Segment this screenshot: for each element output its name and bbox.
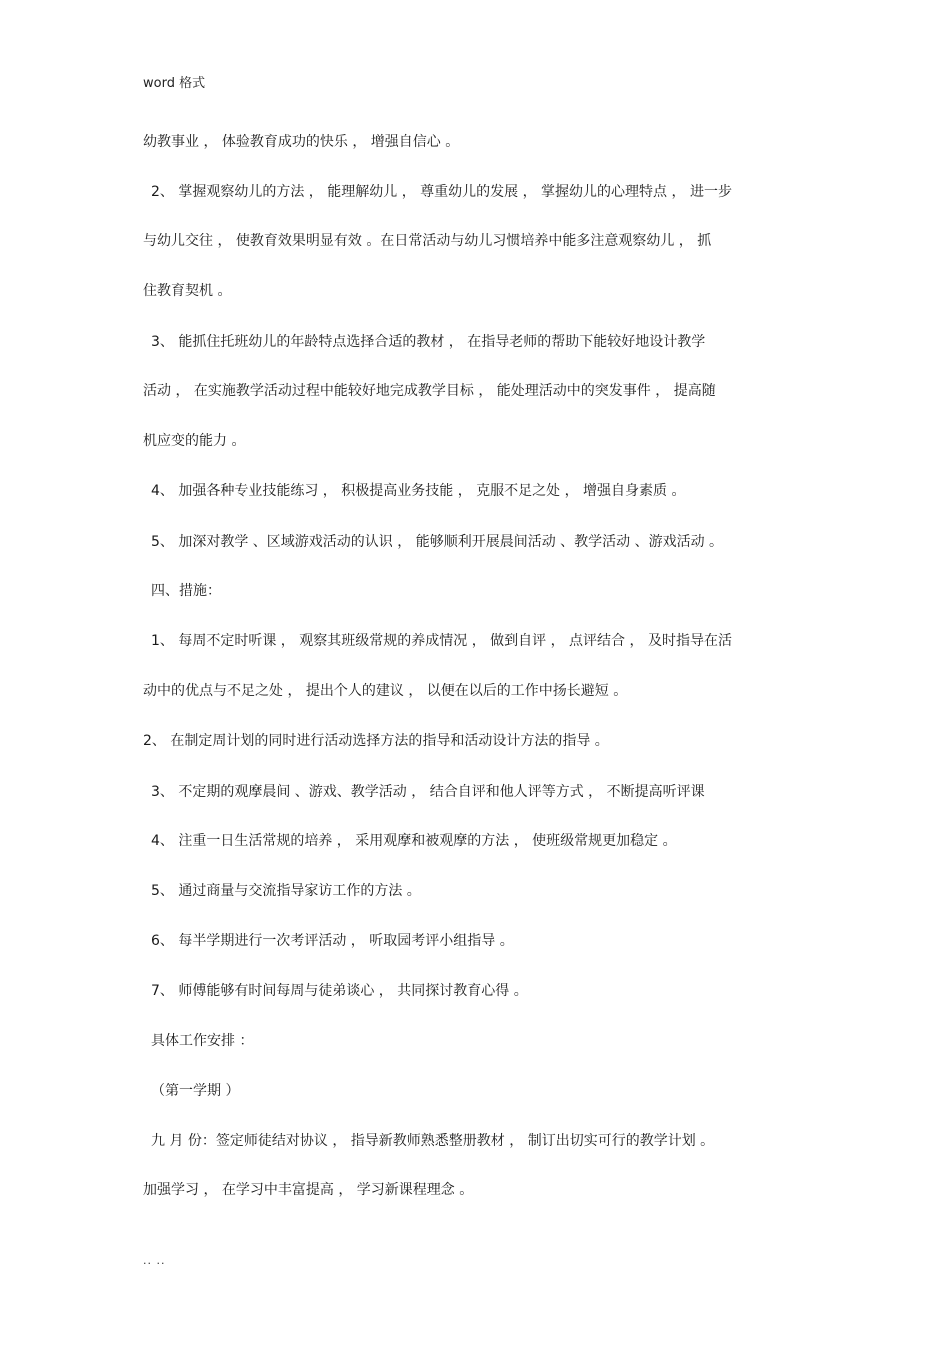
term-heading: （第一学期 ） xyxy=(151,1083,240,1099)
text-line: 2、 在制定周计划的同时进行活动选择方法的指导和活动设计方法的指导 。 xyxy=(143,733,609,749)
page-footer: .. .. xyxy=(143,1254,166,1267)
text-line: 5、 通过商量与交流指导家访工作的方法 。 xyxy=(151,883,421,899)
section-heading: 具体工作安排 ： xyxy=(151,1033,254,1049)
text-line: 幼教事业 ， 体验教育成功的快乐 ， 增强自信心 。 xyxy=(143,134,460,150)
text-line: 2、 掌握观察幼儿的方法 ， 能理解幼儿 ， 尊重幼儿的发展 ， 掌握幼儿的心理特点 ， 进一步 xyxy=(151,184,732,200)
text-line: 7、 师傅能够有时间每周与徒弟谈心 ， 共同探讨教育心得 。 xyxy=(151,983,528,999)
text-line: 住教育契机 。 xyxy=(143,283,232,299)
text-line: 机应变的能力 。 xyxy=(143,433,246,449)
text-line: 5、 加深对教学 、区域游戏活动的认识 ， 能够顺利开展晨间活动 、教学活动 、游戏活动 。 xyxy=(151,534,724,550)
page-header: word 格式 xyxy=(143,76,206,91)
text-line: 九 月 份：签定师徒结对协议 ， 指导新教师熟悉整册教材 ， 制订出切实可行的教学计划 。 xyxy=(151,1133,715,1149)
text-line: 3、 能抓住托班幼儿的年龄特点选择合适的教材 ， 在指导老师的帮助下能较好地设计教学 xyxy=(151,334,706,350)
text-line: 4、 加强各种专业技能练习 ， 积极提高业务技能 ， 克服不足之处 ， 增强自身素质 。 xyxy=(151,483,686,499)
text-line: 1、 每周不定时听课 ， 观察其班级常规的养成情况 ， 做到自评 ， 点评结合 ， 及时指导在活 xyxy=(151,633,732,649)
text-line: 6、 每半学期进行一次考评活动 ， 听取园考评小组指导 。 xyxy=(151,933,514,949)
text-line: 3、 不定期的观摩晨间 、游戏、教学活动 ， 结合自评和他人评等方式 ， 不断提高听评课 xyxy=(151,784,705,800)
text-line: 动中的优点与不足之处 ， 提出个人的建议 ， 以便在以后的工作中扬长避短 。 xyxy=(143,683,628,699)
text-line: 加强学习 ， 在学习中丰富提高 ， 学习新课程理念 。 xyxy=(143,1182,474,1198)
text-line: 与幼儿交往 ， 使教育效果明显有效 。在日常活动与幼儿习惯培养中能多注意观察幼儿 ， 抓 xyxy=(143,233,712,249)
text-line: 活动 ， 在实施教学活动过程中能较好地完成教学目标 ， 能处理活动中的突发事件 ， 提高随 xyxy=(143,383,716,399)
section-heading: 四、措施： xyxy=(151,583,221,599)
text-line: 4、 注重一日生活常规的培养 ， 采用观摩和被观摩的方法 ， 使班级常规更加稳定 。 xyxy=(151,833,677,849)
